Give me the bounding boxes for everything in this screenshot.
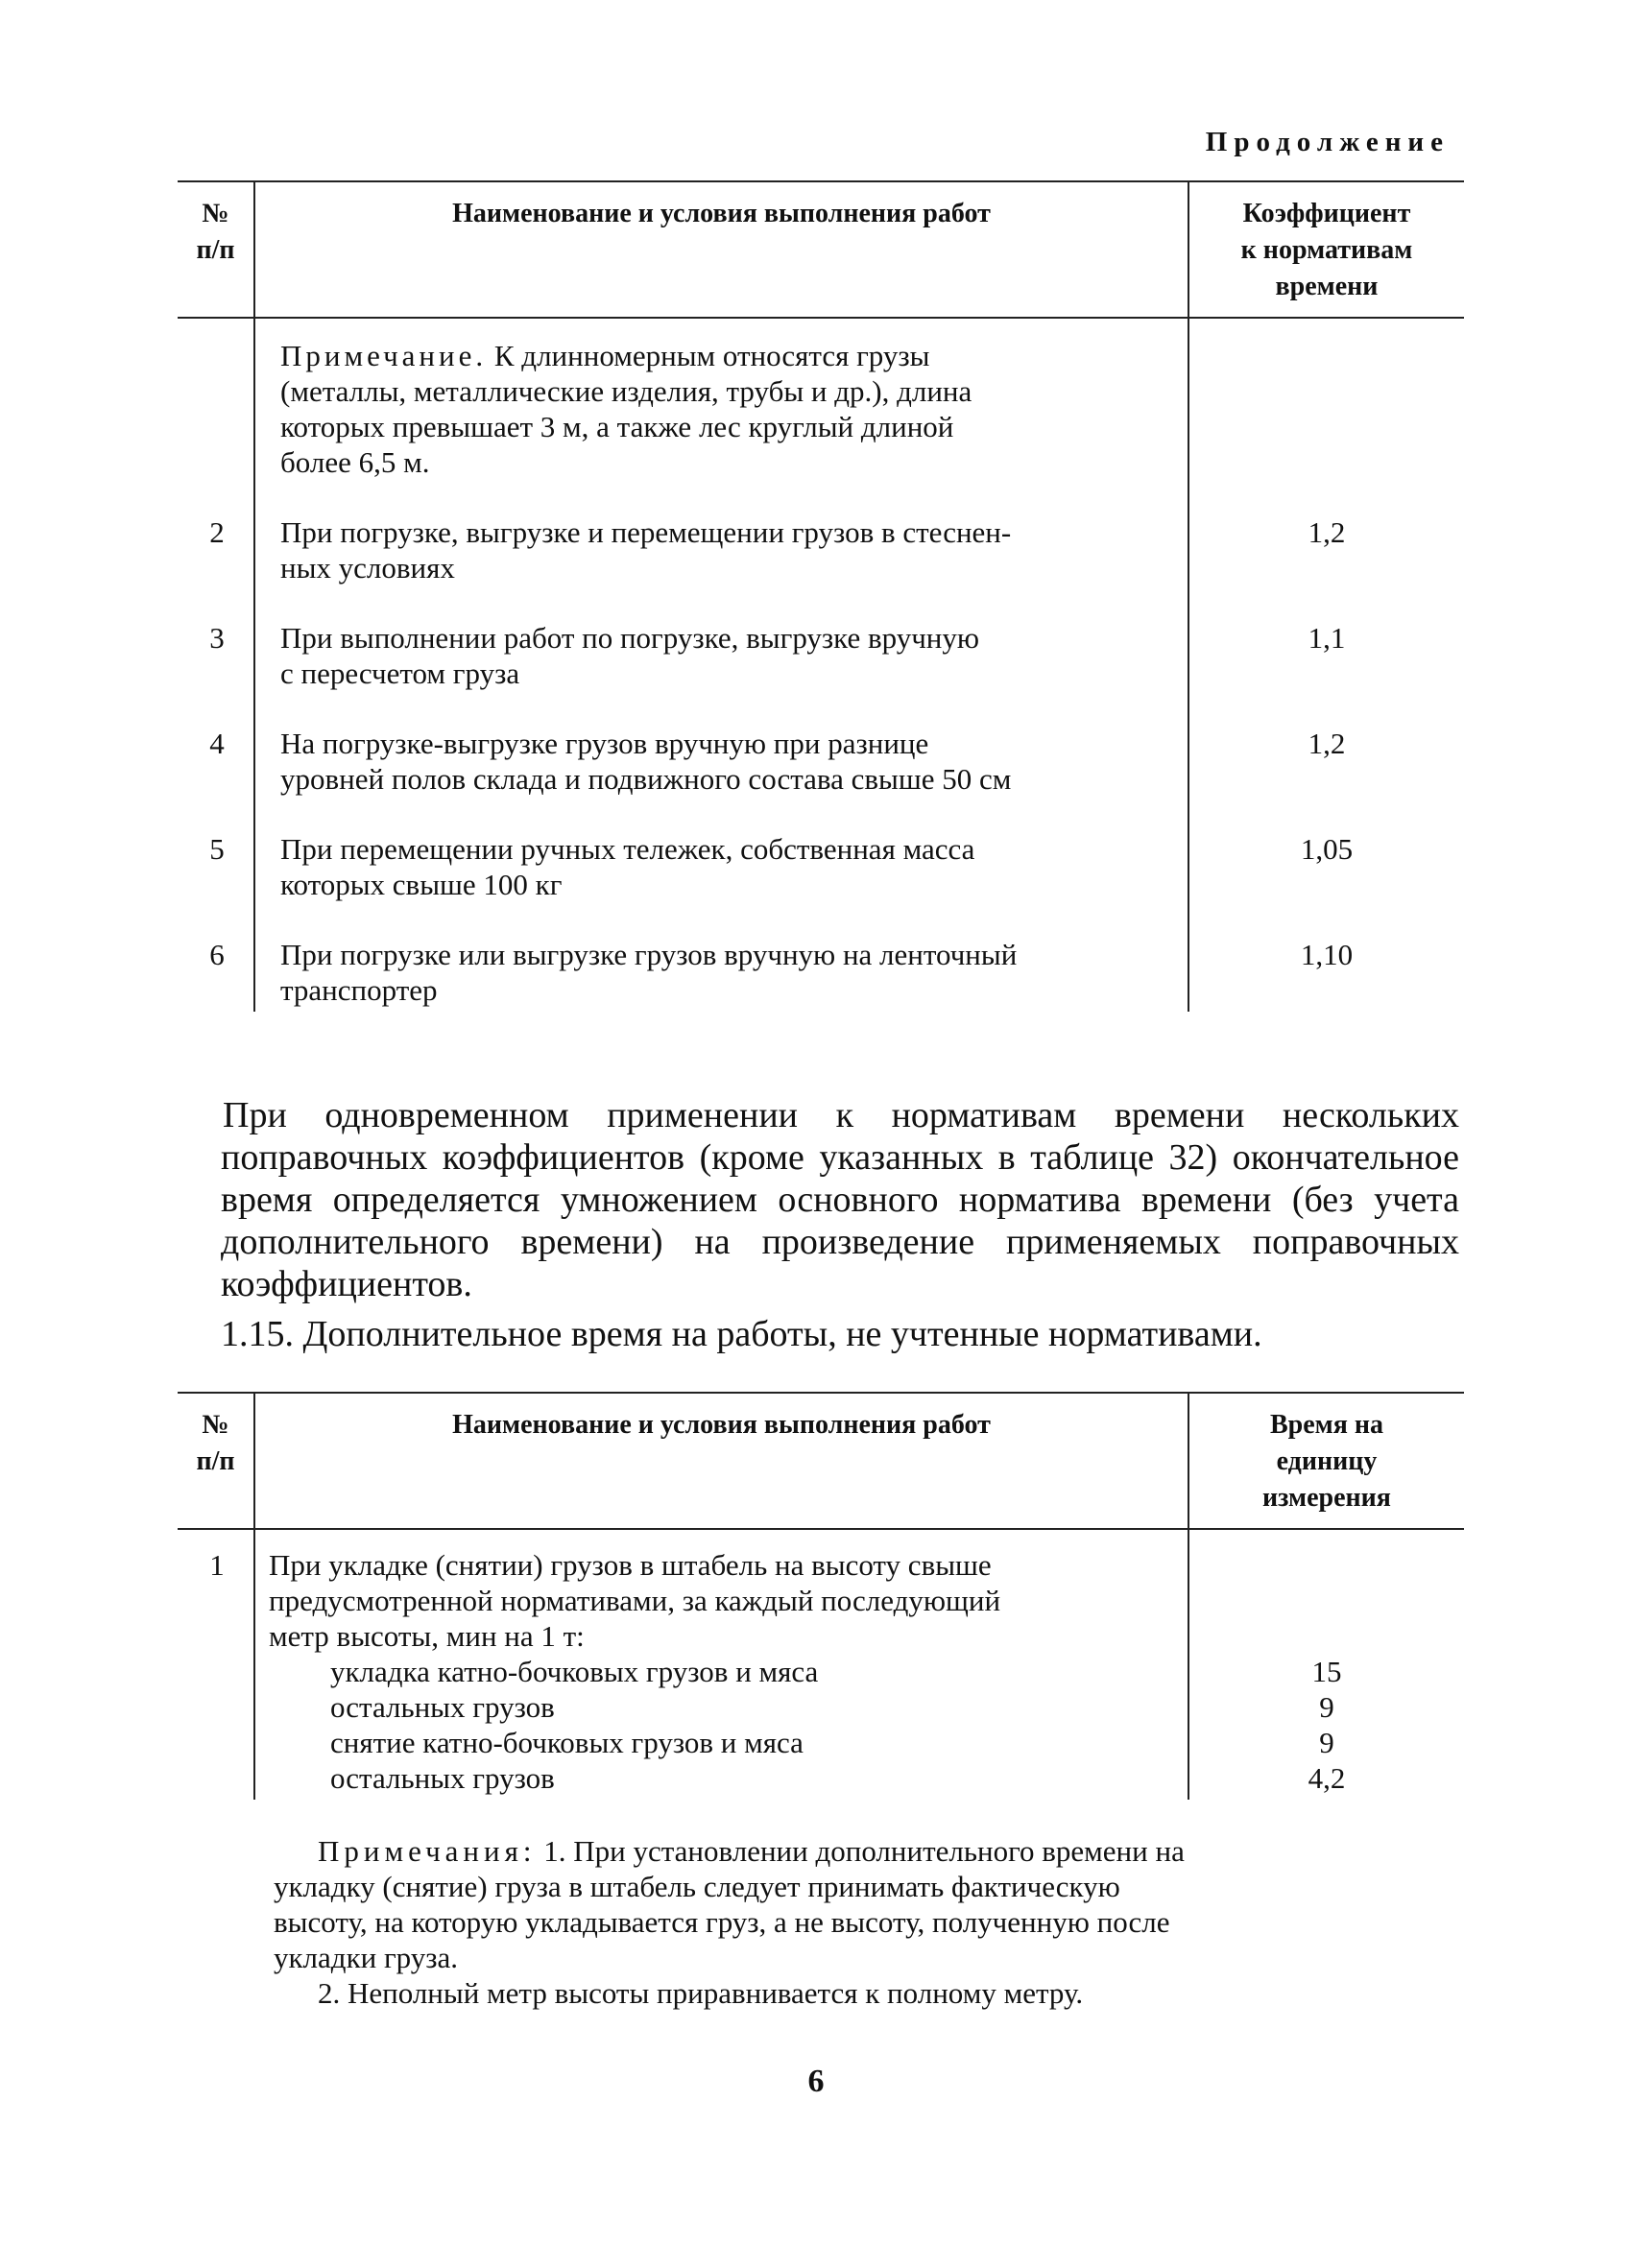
table-row <box>178 1529 1464 1800</box>
row-number: 3 <box>178 620 254 726</box>
table-row <box>178 620 1464 726</box>
row-coefficient: 1,1 <box>1308 621 1346 655</box>
row-description: На погрузке-выгрузке грузов вручную при разнице уровней полов склада и подвижного состава свыше 50 см <box>254 726 1188 831</box>
table-header-row <box>178 181 1464 318</box>
row-description: При укладке (снятии) грузов в штабель на высоту свыше предусмотренной нормативами, за каждый последующий метр высоты, мин на 1 т: укладка катно-бочковых грузов и мяса остальных грузов снятие катно-бочковых грузов и мяса остальных грузов <box>254 1529 1188 1800</box>
row-coefficient: 1,2 <box>1308 515 1346 549</box>
note-2: 2. Неполный метр высоты приравнивается к полному метру. <box>318 1976 1084 2010</box>
page-number: 6 <box>807 2064 825 2099</box>
paragraph-coefficients: При одновременном применении к нормативам времени нескольких поправочных коэффициентов (кроме указанных в таблице 32) окончательное время определяется умножением основного норматива времени (без учета дополнительного времени) на произведение применяемых поправочных коэффициентов. <box>221 1095 1459 1304</box>
time-value: 9 <box>1319 1726 1334 1759</box>
row-description: При погрузке или выгрузке грузов вручную на ленточный транспортер <box>254 937 1188 1012</box>
additional-time-table <box>178 1392 1464 1800</box>
note-cell: Примечание. К длинномерным относятся грузы (металлы, металлические изделия, трубы и др.), длина которых превышает 3 м, а также лес круглый длиной более 6,5 м. <box>254 318 1188 514</box>
header-number: № п/п <box>178 1393 254 1529</box>
coefficients-table <box>178 180 1464 1012</box>
row-time-values <box>1188 1529 1464 1800</box>
time-value: 9 <box>1319 1690 1334 1724</box>
continuation-label: Продолжение <box>1205 127 1450 157</box>
sub-item: снятие катно-бочковых грузов и мяса <box>330 1726 804 1759</box>
notes-block <box>274 1833 1195 2011</box>
row-coefficient: 1,10 <box>1300 938 1354 971</box>
time-value: 15 <box>1311 1655 1342 1688</box>
row-description: При перемещении ручных тележек, собственная масса которых свыше 100 кг <box>254 831 1188 937</box>
table-row <box>178 831 1464 937</box>
row-number: 2 <box>178 514 254 620</box>
paragraph-section-1-15: 1.15. Дополнительное время на работы, не учтенные нормативами. <box>221 1314 1262 1354</box>
table-row <box>178 514 1464 620</box>
header-name: Наименование и условия выполнения работ <box>254 181 1188 318</box>
row-description: При выполнении работ по погрузке, выгрузке вручную с пересчетом груза <box>254 620 1188 726</box>
header-number: № п/п <box>178 181 254 318</box>
sub-item: укладка катно-бочковых грузов и мяса <box>330 1655 819 1688</box>
row-coefficient: 1,05 <box>1300 832 1354 866</box>
table-row <box>178 937 1464 1012</box>
notes-label: Примечания: <box>318 1834 537 1868</box>
time-value: 4,2 <box>1308 1761 1346 1795</box>
row-number: 6 <box>178 937 254 1012</box>
header-coefficient: Коэффициент к нормативам времени <box>1188 181 1464 318</box>
header-name: Наименование и условия выполнения работ <box>254 1393 1188 1529</box>
table-row <box>178 726 1464 831</box>
table-header-row <box>178 1393 1464 1529</box>
row-number: 5 <box>178 831 254 937</box>
note-1: 1. При установлении дополнительного времени на укладку (снятие) груза в штабель следует принимать фактическую высоту, на которую укладывается груз, а не высоту, полученную после укладки груза. <box>274 1834 1185 1974</box>
header-time: Время на единицу измерения <box>1188 1393 1464 1529</box>
row-coefficient: 1,2 <box>1308 727 1346 760</box>
sub-item: остальных грузов <box>330 1690 555 1724</box>
note-label: Примечание. <box>280 339 488 372</box>
sub-item: остальных грузов <box>330 1761 555 1795</box>
row-description: При погрузке, выгрузке и перемещении грузов в стеснен- ных условиях <box>254 514 1188 620</box>
table-row-note <box>178 318 1464 514</box>
row-number: 4 <box>178 726 254 831</box>
row-number: 1 <box>178 1529 254 1800</box>
